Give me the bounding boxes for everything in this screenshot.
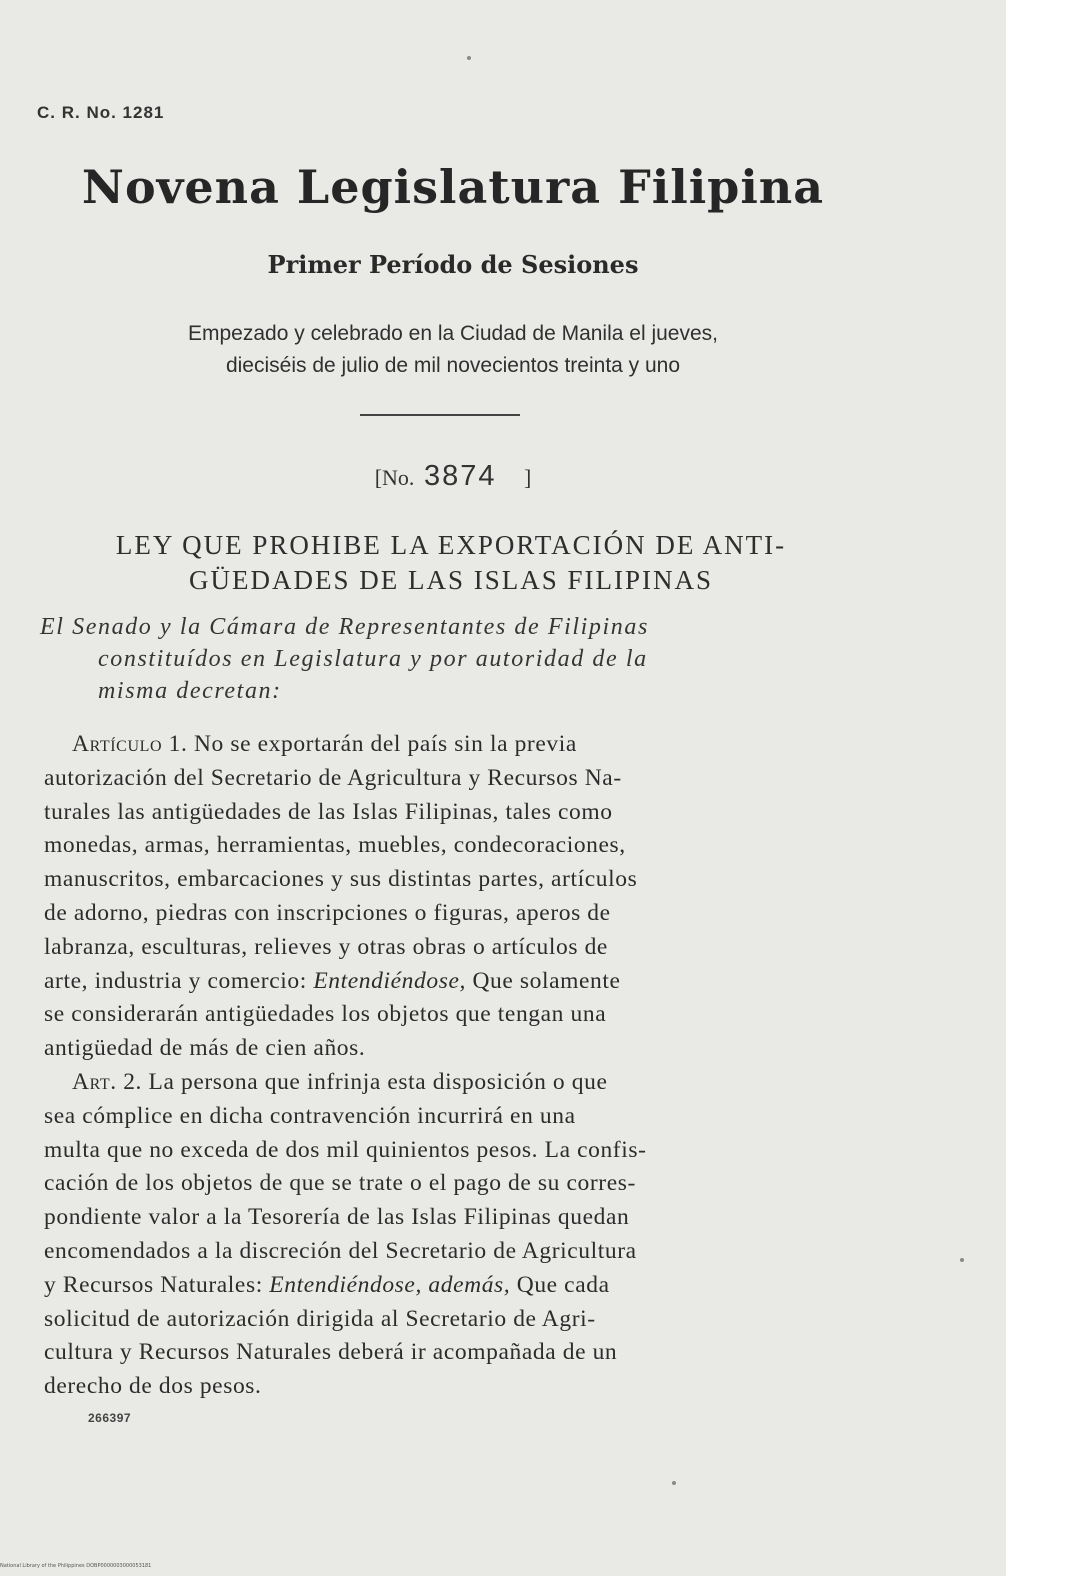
article-1-line: se considerarán antigüedades los objetos que tengan una [44, 1001, 607, 1028]
divider-rule [360, 414, 520, 416]
article-2-text: Que cada [510, 1271, 610, 1298]
bill-number-value: 3874 [423, 460, 497, 492]
article-1-line: labranza, esculturas, relieves y otras obras o artículos de [44, 933, 608, 960]
session-line-1: Empezado y celebrado en la Ciudad de Manila el jueves, [188, 322, 718, 345]
article-1-line: manuscritos, embarcaciones y sus distintas partes, artículos [44, 866, 638, 893]
scan-credit: National Library of the Philippines DOBP0000003000053181 [0, 1563, 152, 1569]
law-title-line-2: GÜEDADES DE LAS ISLAS FILIPINAS [188, 565, 714, 595]
article-1-line: monedas, armas, herramientas, muebles, condecoraciones, [44, 832, 626, 859]
articles-body [44, 728, 862, 1404]
article-2-line [44, 1269, 862, 1303]
law-title [40, 528, 862, 598]
paper-speck [960, 1258, 964, 1262]
document-subtitle: Primer Período de Sesiones [267, 250, 639, 279]
article-2-line: cultura y Recursos Naturales deberá ir acompañada de un [44, 1339, 618, 1366]
scan-margin [1006, 0, 1071, 1576]
bill-number [0, 460, 906, 493]
proviso-italic: Entendiéndose, [313, 967, 466, 994]
article-2-line: multa que no exceda de dos mil quinientos pesos. La confis- [44, 1136, 647, 1163]
article-1-text: Que solamente [465, 967, 621, 994]
enacting-line-3: misma decretan: [98, 678, 282, 704]
session-line-2: dieciséis de julio de mil novecientos treinta y uno [225, 354, 681, 377]
paper-speck [467, 56, 471, 60]
article-1-text: arte, industria y comercio: [44, 967, 314, 994]
article-2-line: encomendados a la discreción del Secretario de Agricultura [44, 1237, 637, 1264]
article-1-line: de adorno, piedras con inscripciones o figuras, aperos de [44, 899, 611, 926]
article-2-line: cación de los objetos de que se trate o el pago de su corres- [44, 1170, 636, 1197]
proviso-italic: Entendiéndose, además, [269, 1271, 511, 1298]
document-title: Novena Legislatura Filipina [81, 160, 825, 214]
article-2-line [44, 1066, 862, 1100]
article-1-line: turales las antigüedades de las Islas Filipinas, tales como [44, 798, 613, 825]
article-2-line: solicitud de autorización dirigida al Secretario de Agri- [44, 1305, 596, 1332]
article-2-line: pondiente valor a la Tesorería de las Islas Filipinas quedan [44, 1204, 630, 1231]
enacting-line-1: El Senado y la Cámara de Representantes de Filipinas [40, 614, 649, 640]
article-2-line: derecho de dos pesos. [44, 1373, 262, 1400]
article-1-line [44, 965, 862, 999]
cr-number: C. R. No. 1281 [37, 103, 165, 122]
enacting-line-2: constituídos en Legislatura y por autoridad de la [98, 646, 648, 672]
article-1-line: autorización del Secretario de Agricultura y Recursos Na- [44, 764, 622, 791]
article-2-line: sea cómplice en dicha contravención incurrirá en una [44, 1102, 576, 1129]
article-2-label: Art. 2. [72, 1068, 143, 1095]
law-title-line-1: LEY QUE PROHIBE LA EXPORTACIÓN DE ANTI- [115, 530, 787, 560]
article-2-text: y Recursos Naturales: [44, 1271, 270, 1298]
article-1-label: Artículo 1. [72, 731, 188, 757]
bill-number-suffix: ] [523, 465, 532, 490]
article-2-text: La persona que infrinja esta disposición o que [148, 1068, 608, 1095]
article-1-line [44, 728, 862, 762]
enacting-clause [40, 611, 860, 707]
article-1-line: antigüedad de más de cien años. [44, 1035, 366, 1062]
paper-speck [672, 1481, 676, 1485]
print-number: 266397 [88, 1411, 132, 1425]
bill-number-prefix: [No. [374, 465, 415, 490]
article-1-text: No se exportarán del país sin la previa [193, 731, 577, 757]
